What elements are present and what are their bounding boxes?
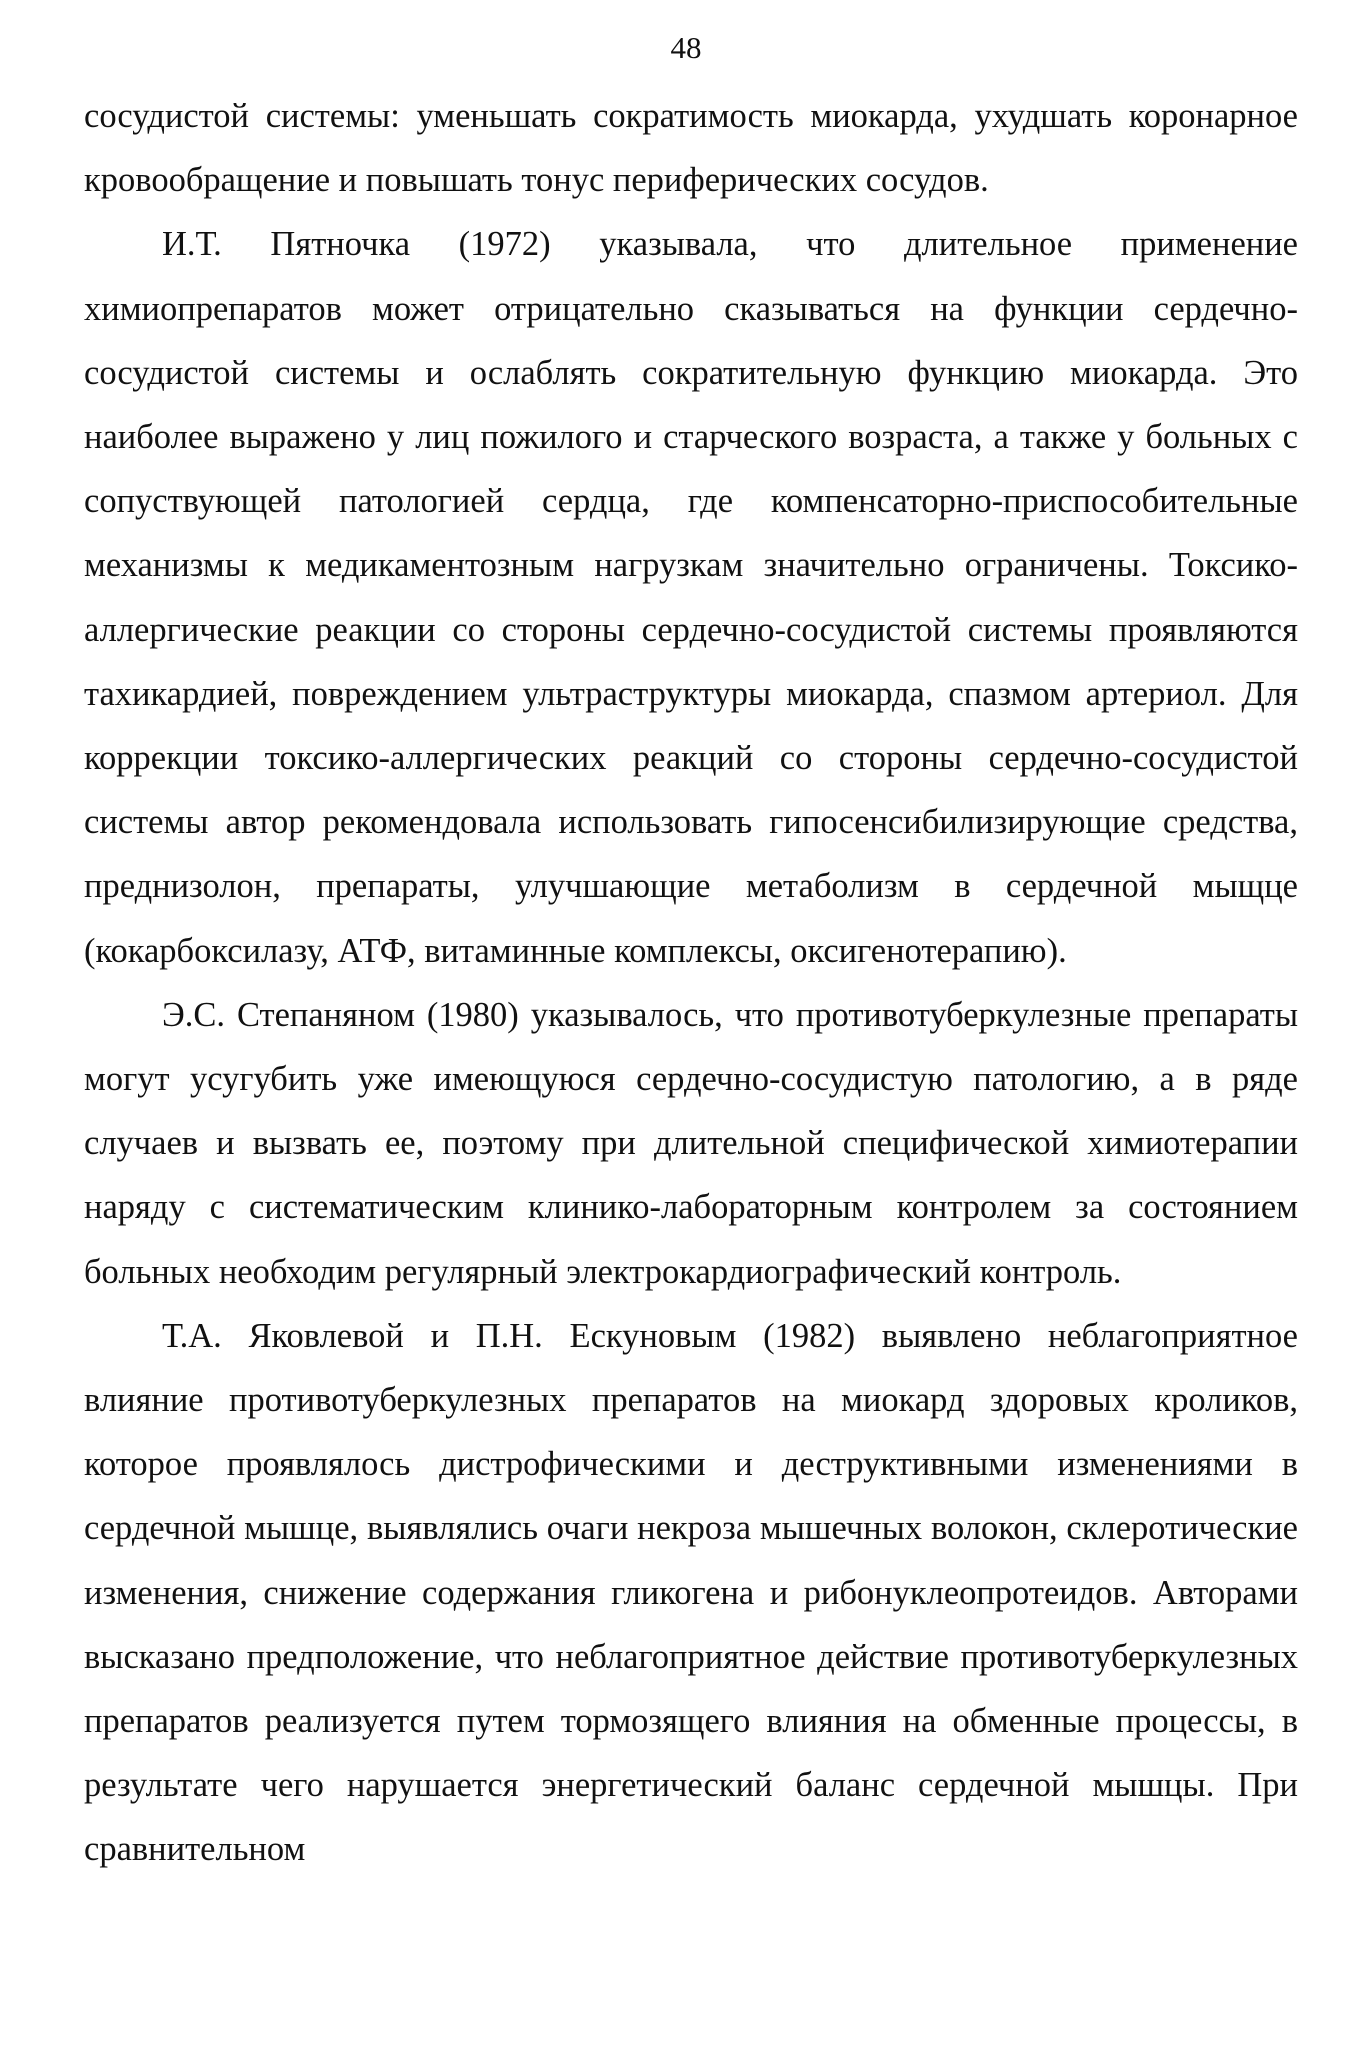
paragraph-yakovleva: Т.А. Яковлевой и П.Н. Ескуновым (1982) выявлено неблагоприятное влияние противотуберкулезных препаратов на миокард здоровых кроликов, которое проявлялось дистрофическими и деструктивными изменениями в сердечной мышце, выявлялись очаги некроза мышечных волокон, склеротические изменения, снижение содержания гликогена и рибонуклеопротеидов. Авторами высказано предположение, что неблагоприятное действие противотуберкулезных препаратов реализуется путем тормозящего влияния на обменные процессы, в результате чего нарушается энергетический баланс сердечной мышцы. При сравнительном (84, 1316, 1298, 1869)
page-number: 48 (670, 30, 702, 65)
body-text (84, 84, 1298, 1882)
paragraph-continuation: сосудистой системы: уменьшать сократимость миокарда, ухудшать коронарное кровообращение и повышать тонус периферических сосудов. (84, 97, 1298, 200)
paragraph-pyatnochka: И.Т. Пятночка (1972) указывала, что длительное применение химиопрепаратов может отрицательно сказываться на функции сердечно-сосудистой системы и ослаблять сократительную функцию миокарда. Это наиболее выражено у лиц пожилого и старческого возраста, а также у больных с сопуствующей патологией сердца, где компенсаторно-приспособительные механизмы к медикаментозным нагрузкам значительно ограничены. Токсико-аллергические реакции со стороны сердечно-сосудистой системы проявляются тахикардией, повреждением ультраструктуры миокарда, спазмом артериол. Для коррекции токсико-аллергических реакций со стороны сердечно-сосудистой системы автор рекомендовала использовать гипосенсибилизирующие средства, преднизолон, препараты, улучшающие метаболизм в сердечной мыщце (кокарбоксилазу, АТФ, витаминные комплексы, оксигенотерапию). (84, 225, 1298, 970)
paragraph-stepanyan: Э.С. Степаняном (1980) указывалось, что противотуберкулезные препараты могут усугубить уже имеющуюся сердечно-сосудистую патологию, а в ряде случаев и вызвать ее, поэтому при длительной специфической химиотерапии наряду с систематическим клинико-лабораторным контролем за состоянием больных необходим регулярный электрокардиографический контроль. (84, 995, 1298, 1291)
